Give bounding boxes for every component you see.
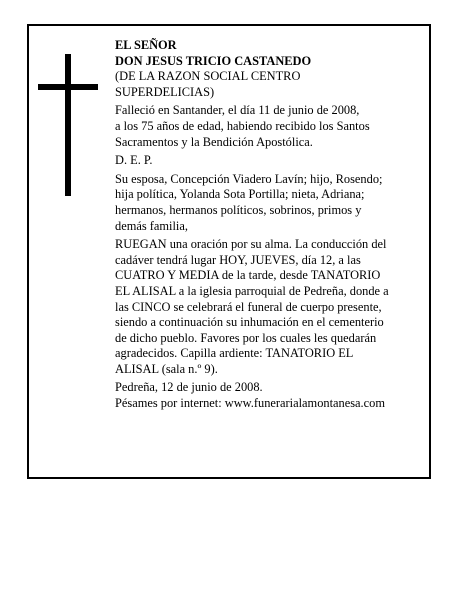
request-line: cadáver tendrá lugar HOY, JUEVES, día 12, a las	[115, 252, 361, 267]
family-line: Su esposa, Concepción Viadero Lavín; hijo, Rosendo;	[115, 171, 383, 186]
death-line: a los 75 años de edad, habiendo recibido los Santos	[115, 118, 370, 133]
request-line: RUEGAN una oración por su alma. La conducción del	[115, 237, 387, 252]
latin-cross-icon	[38, 54, 98, 196]
place-date: Pedreña, 12 de junio de 2008.	[115, 380, 263, 395]
death-line: Sacramentos y la Bendición Apostólica.	[115, 134, 313, 149]
company-line-2: SUPERDELICIAS)	[115, 84, 215, 99]
cross-vertical-bar	[65, 54, 71, 196]
death-line: Falleció en Santander, el día 11 de junio de 2008,	[115, 103, 360, 118]
request-line: CUATRO Y MEDIA de la tarde, desde TANATORIO	[115, 268, 381, 283]
notice-heading: EL SEÑOR	[115, 38, 177, 52]
request-line: ALISAL (sala n.º 9).	[115, 361, 218, 376]
request-line: EL ALISAL a la iglesia parroquial de Pedreña, donde a	[115, 283, 389, 298]
family-line: demás familia,	[115, 218, 188, 233]
request-line: las CINCO se celebrará el funeral de cuerpo presente,	[115, 299, 382, 314]
family-line: hermanos, hermanos políticos, sobrinos, primos y	[115, 202, 362, 217]
request-line: siendo a continuación su inhumación en el cementerio	[115, 315, 384, 330]
family-line: hija política, Yolanda Sota Portilla; nieta, Adriana;	[115, 187, 365, 202]
cross-horizontal-bar	[38, 84, 98, 90]
deceased-name: DON JESUS TRICIO CASTANEDO	[115, 53, 312, 68]
rip-line: D. E. P.	[115, 153, 153, 168]
condolences-line: Pésames por internet: www.funerarialamontanesa.com	[115, 396, 385, 411]
request-line: agradecidos. Capilla ardiente: TANATORIO EL	[115, 346, 354, 361]
notice-text	[115, 38, 420, 412]
request-line: de dicho pueblo. Favores por los cuales les quedarán	[115, 330, 377, 345]
company-line-1: (DE LA RAZON SOCIAL CENTRO	[115, 69, 301, 84]
